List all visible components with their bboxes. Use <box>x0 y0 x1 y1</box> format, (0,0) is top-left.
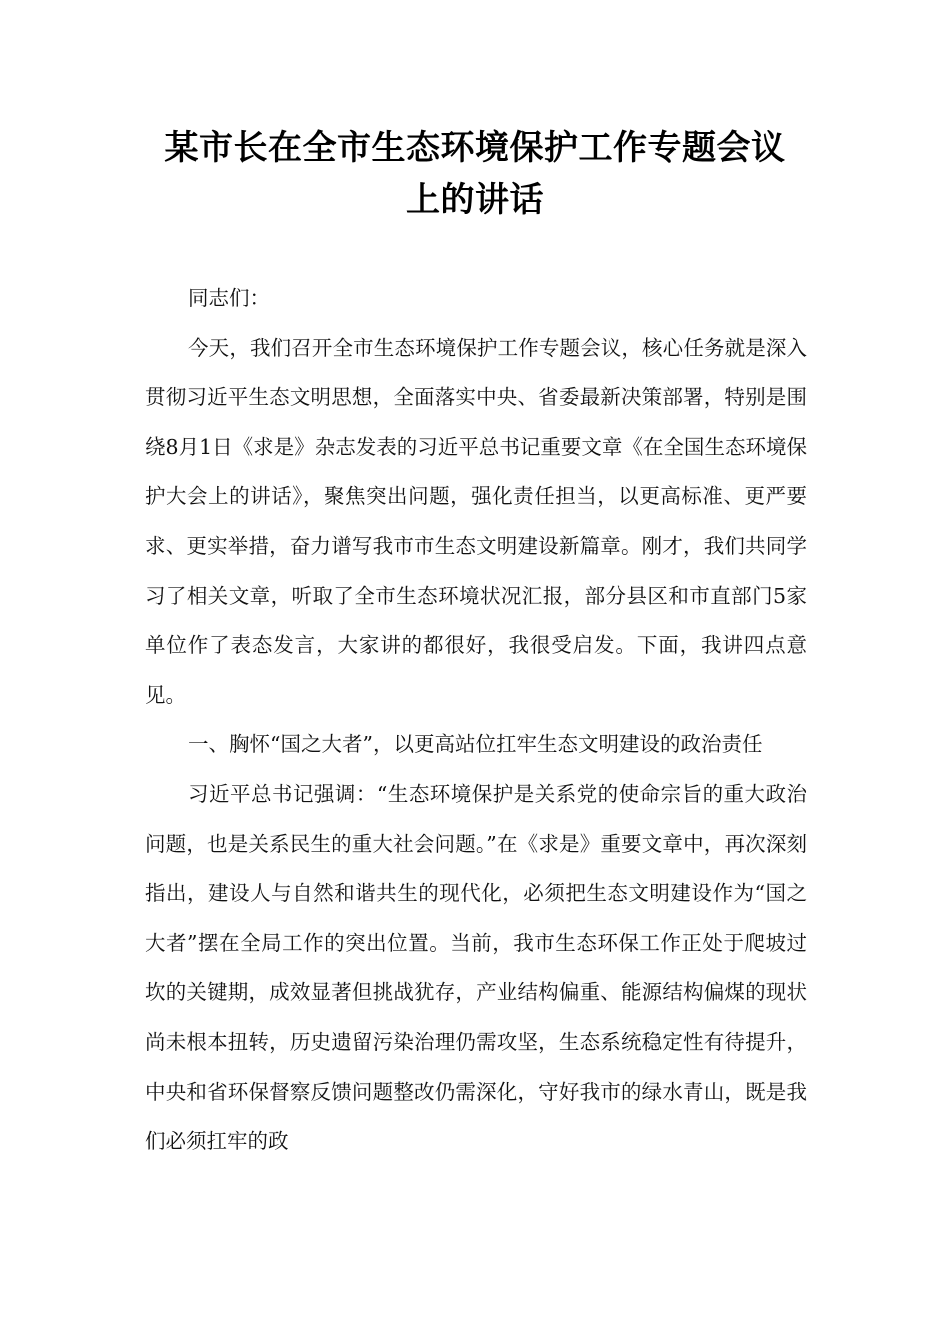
greeting: 同志们： <box>188 286 271 310</box>
document-title <box>120 122 830 226</box>
title-line-1: 某市长在全市生态环境保护工作专题会议 <box>164 128 786 168</box>
paragraph-intro: 今天，我们召开全市生态环境保护工作专题会议，核心任务就是深入贯彻习近平生态文明思想，全面落实中央、省委最新决策部署，特别是围绕8月1日《求是》杂志发表的习近平总书记重要文章《在全国生态环境保护大会上的讲话》，聚焦突出问题，强化责任担当，以更高标准、更严要求、更实举措，奋力谱写我市市生态文明建设新篇章。刚才，我们共同学习了相关文章，听取了全市生态环境状况汇报，部分县区和市直部门5家单位作了表态发言，大家讲的都很好，我很受启发。下面，我讲四点意见。 <box>145 335 807 707</box>
document-body <box>145 274 807 1167</box>
section-heading-1: 一、胸怀“国之大者”，以更高站位扛牢生态文明建设的政治责任 <box>188 732 763 757</box>
paragraph-section-1: 习近平总书记强调：“生态环境保护是关系党的使命宗旨的重大政治问题，也是关系民生的重大社会问题。”在《求是》重要文章中，再次深刻指出，建设人与自然和谐共生的现代化，必须把生态文明建设作为“国之大者”摆在全局工作的突出位置。当前，我市生态环保工作正处于爬坡过坎的关键期，成效显著但挑战犹存，产业结构偏重、能源结构偏煤的现状尚未根本扭转，历史遗留污染治理仍需攻坚，生态系统稳定性有待提升，中央和省环保督察反馈问题整改仍需深化，守好我市的绿水青山，既是我们必须扛牢的政 <box>145 781 807 1154</box>
title-line-2: 上的讲话 <box>406 180 544 220</box>
